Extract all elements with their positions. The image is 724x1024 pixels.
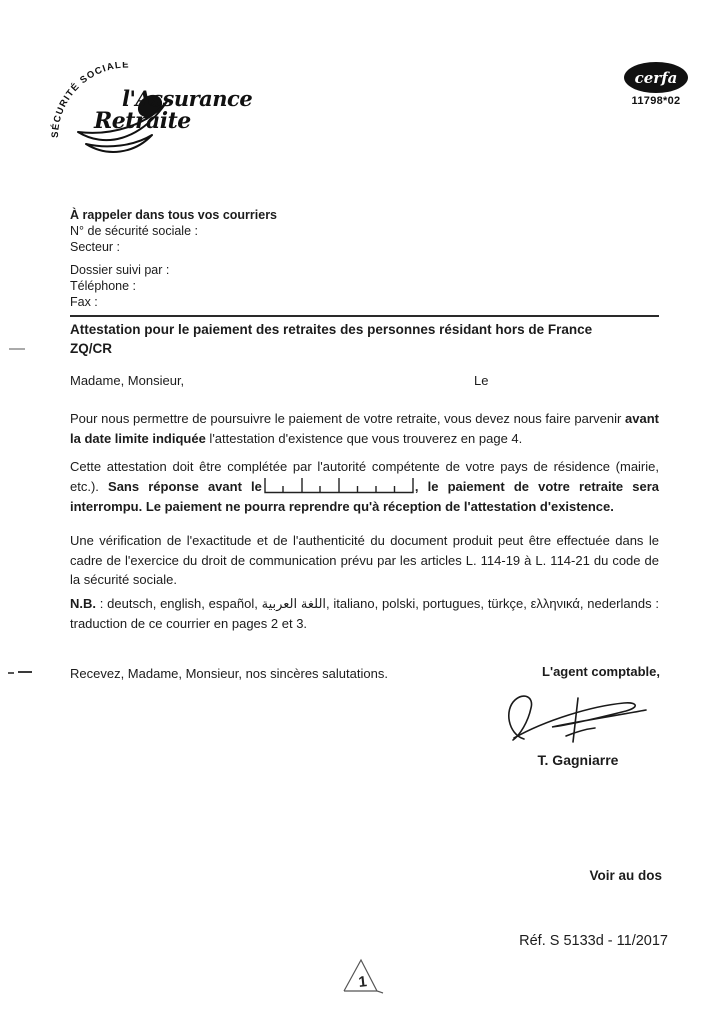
- nb-paragraph: [70, 594, 659, 633]
- salutation: Madame, Monsieur,: [70, 373, 185, 388]
- cerfa-label: cerfa: [634, 68, 678, 87]
- field-telephone: Téléphone :: [70, 279, 137, 293]
- date-prefix: Le: [474, 373, 489, 388]
- horizontal-rule: [70, 315, 659, 317]
- brand-line1: l'Assurance: [122, 86, 253, 111]
- paragraph-1-text: Pour nous permettre de poursuivre le paiement de votre retraite, vous devez nous faire parvenir: [70, 411, 626, 426]
- field-numero-securite-sociale: N° de sécurité sociale :: [70, 224, 198, 238]
- paragraph-1: [70, 409, 659, 448]
- signer-title: L'agent comptable,: [542, 664, 660, 679]
- cerfa-badge: [616, 62, 696, 107]
- closing-line: Recevez, Madame, Monsieur, nos sincères salutations.: [70, 666, 388, 681]
- scan-artifact-mark: [18, 671, 32, 673]
- paragraph-3: Une vérification de l'exactitude et de l'authenticité du document produit peut être effectuée dans le cadre de l'exercice du droit de communication prévu par les articles L. 114-19 à L. 114-21 du code de la sécurité sociale.: [70, 533, 659, 587]
- field-fax: Fax :: [70, 295, 98, 309]
- page-number-marker: [338, 956, 386, 1003]
- paragraph-1-bold: avant la date limite indiquée: [70, 411, 659, 446]
- triangle-icon: [338, 956, 386, 998]
- reference-block: [70, 207, 370, 310]
- spacer: [70, 255, 370, 262]
- cerfa-ellipse-icon: [624, 62, 688, 93]
- field-dossier-suivi-par: Dossier suivi par :: [70, 263, 170, 277]
- letter-title: Attestation pour le paiement des retraites des personnes résidant hors de France: [70, 322, 593, 337]
- letter-code: ZQ/CR: [70, 341, 112, 356]
- page-number: 1: [357, 973, 368, 991]
- paragraph-2-bold-tail: , le paiement de votre retraite sera interrompu. Le paiement ne pourra reprendre qu'à réception de l'attestation d'existence.: [70, 479, 660, 514]
- scan-artifact-mark: [8, 672, 14, 674]
- paragraph-2: [70, 457, 659, 517]
- paragraph-1-text-end: l'attestation d'existence que vous trouverez en page 4.: [205, 430, 523, 446]
- nb-label: N.B.: [70, 596, 96, 611]
- date-comb-field: [264, 477, 414, 494]
- signature: [494, 690, 652, 753]
- signature-scribble-icon: [494, 690, 652, 748]
- document-reference: Réf. S 5133d - 11/2017: [519, 933, 668, 949]
- recall-title: À rappeler dans tous vos courriers: [70, 208, 278, 222]
- signer-name: T. Gagniarre: [537, 752, 619, 768]
- brand-line2: Retraite: [94, 108, 191, 134]
- field-secteur: Secteur :: [70, 240, 121, 254]
- cerfa-number: 11798*02: [631, 95, 681, 107]
- paragraph-2-text: Cette attestation doit être complétée par l'autorité compétente de votre pays de résidence (mairie, etc.).: [70, 459, 659, 494]
- nb-text: : deutsch, english, español, اللغة العربية, italiano, polski, portugues, türkçe, ελληνικά, nederlands : traduction de ce courrier en pages 2 et 3.: [70, 596, 659, 631]
- scan-artifact-mark: [9, 348, 25, 350]
- voir-au-dos-note: Voir au dos: [589, 868, 662, 883]
- paragraph-2-bold-lead: Sans réponse avant le: [108, 479, 262, 494]
- logo-arc-text: SÉCURITÉ SOCIALE: [50, 62, 130, 139]
- brand-name: [94, 86, 253, 134]
